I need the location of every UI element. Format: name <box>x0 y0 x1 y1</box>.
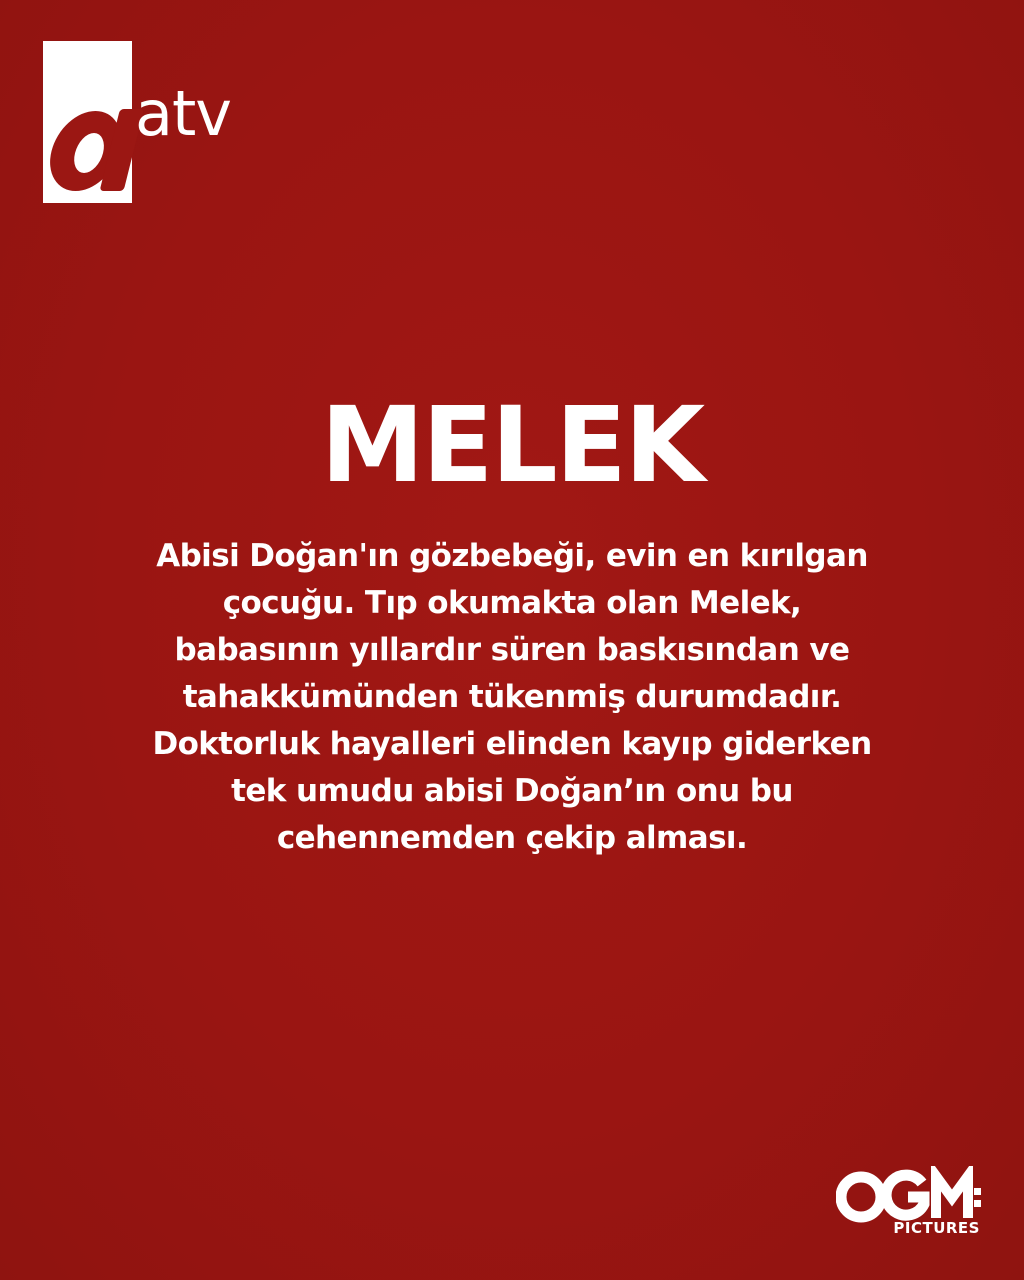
description-line: babasının yıllardır süren baskısından ve <box>174 632 850 668</box>
description-line: tek umudu abisi Doğan’ın onu bu <box>231 773 793 809</box>
description-line: çocuğu. Tıp okumakta olan Melek, <box>222 585 802 621</box>
description-line: Doktorluk hayalleri elinden kayıp giderken <box>152 726 872 762</box>
description-line: tahakkümünden tükenmiş durumdadır. <box>182 679 842 715</box>
description-line: cehennemden çekip alması. <box>276 820 748 856</box>
ogm-logo-mark <box>836 1166 986 1224</box>
character-name: MELEK <box>320 384 704 506</box>
ogm-logo-subtext: PICTURES <box>893 1219 980 1237</box>
ogm-pictures-logo <box>836 1166 986 1246</box>
character-description <box>112 533 912 862</box>
atv-logo <box>43 41 231 203</box>
atv-logo-tv-text: atv <box>135 77 231 150</box>
description-line: Abisi Doğan'ın gözbebeği, evin en kırılgan <box>156 538 868 574</box>
